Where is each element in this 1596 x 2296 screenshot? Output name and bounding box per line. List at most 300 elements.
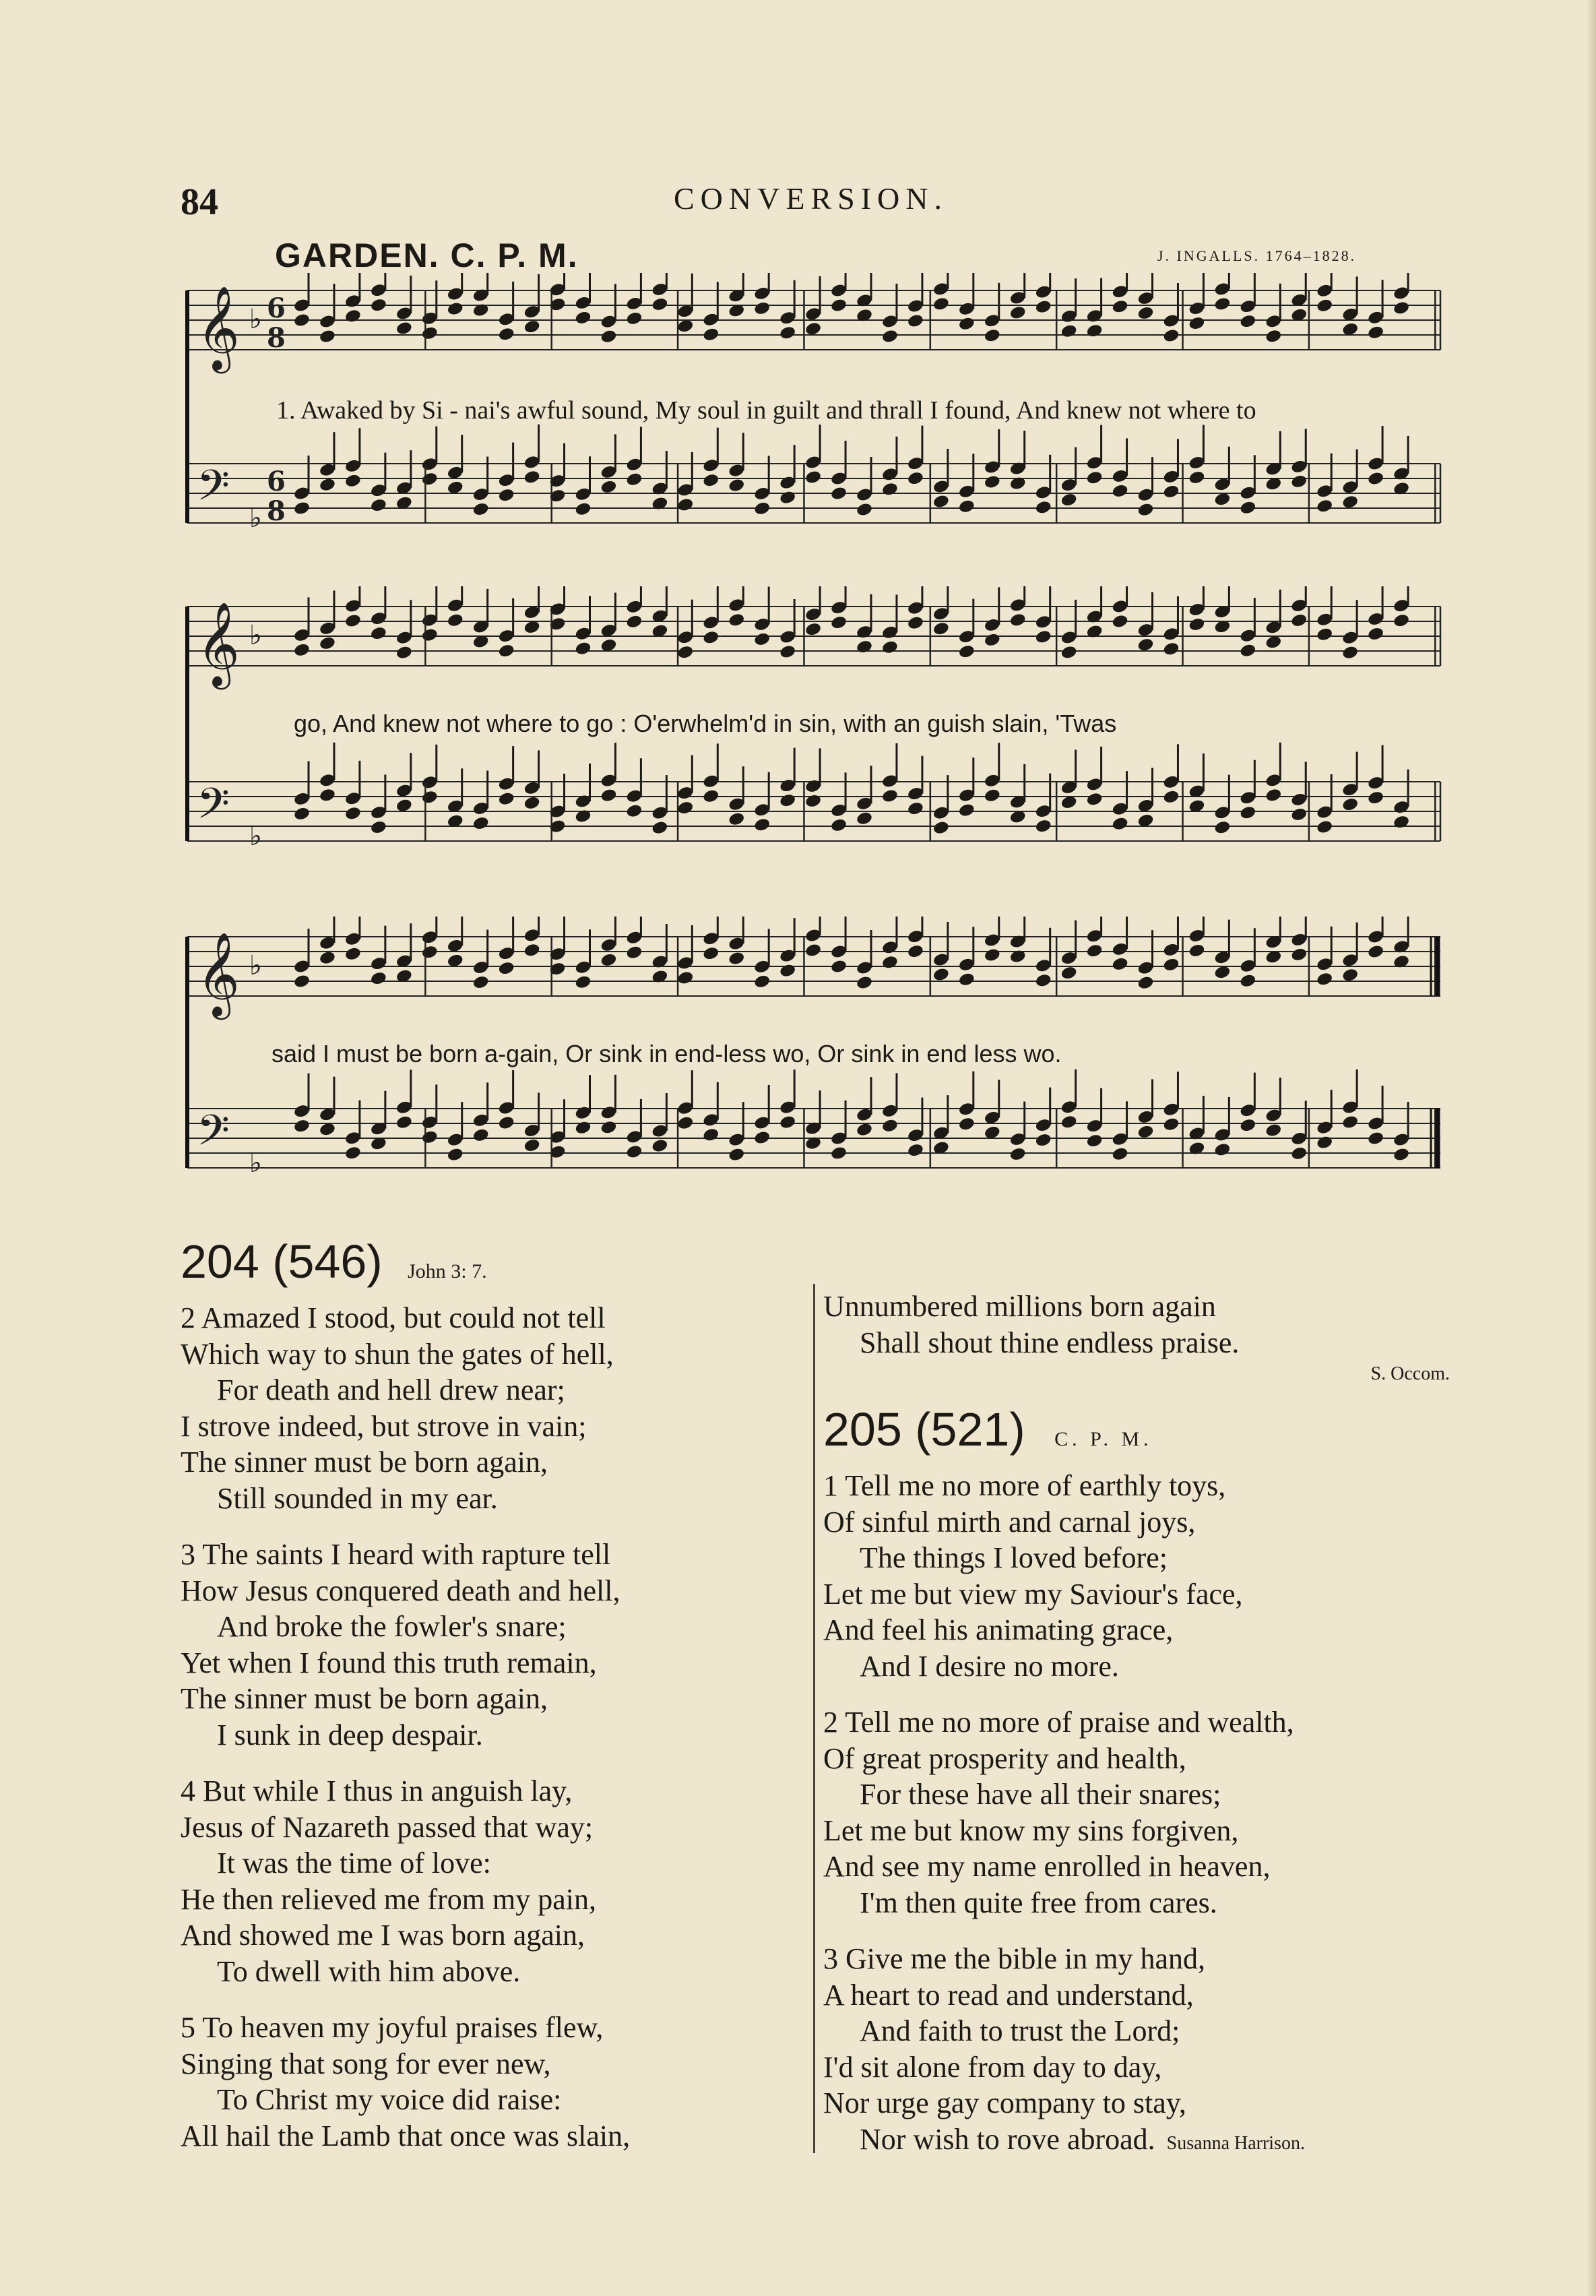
note-head [1316,298,1333,313]
note-head [753,301,771,316]
note-head [702,788,720,804]
hymn-204-number: 204 [181,1235,259,1288]
hymn-204-stanzas [181,1300,787,2154]
note-head [574,641,592,656]
note-head [804,621,822,637]
hymn-204-stanza-2 [181,1300,787,1516]
note-head [574,974,592,990]
note-head [779,490,796,505]
verse-line: All hail the Lamb that once was slain, [181,2119,631,2152]
note-head [907,801,924,816]
verse-line: 3 Give me the bible in my hand, [823,1942,1205,1975]
note-head [447,613,464,628]
note-head [421,325,439,341]
note-head [1162,1117,1180,1132]
page-number: 84 [181,181,218,223]
note-head [1111,816,1128,832]
note-head [881,329,899,344]
note-head [344,946,362,962]
note-head [881,482,899,497]
hymn-204-stanza-3 [181,1537,787,1753]
note-head [625,945,643,960]
note-head [574,310,592,325]
note-head [1290,947,1308,962]
note-head [1086,323,1104,338]
note-head [651,297,668,312]
note-head [1265,328,1282,344]
verse-line: The things I loved before; [860,1541,1168,1574]
note-head [1162,957,1180,972]
note-head [1060,1115,1078,1130]
note-head [958,499,976,514]
note-head [370,497,387,513]
flat-icon: ♭ [249,821,262,852]
note-head [1239,643,1256,658]
note-head [523,795,541,811]
verse-line-text: Nor wish to rove abroad. [860,2122,1155,2156]
note-head [421,471,439,487]
note-head [344,806,362,821]
note-head [600,1120,617,1136]
note-head [702,1127,720,1143]
note-head [344,473,362,489]
note-head [600,788,617,803]
note-head [856,811,873,826]
note-head [421,944,439,960]
lyric-line-3: said I must be born a-gain, Or sink in end-less wo, Or sink in end less wo. [272,1040,1062,1067]
note-head [830,615,848,630]
verse-line: For these have all their snares; [860,1778,1221,1811]
note-head [625,311,643,326]
lyric-line-1: 1. Awaked by Si - nai's awful sound, My soul in guilt and thrall I found, And knew not where to [276,396,1256,425]
flat-icon: ♭ [249,503,262,534]
note-head [984,328,1001,343]
note-head [984,788,1001,803]
note-head [600,952,617,968]
note-head [1239,805,1256,820]
page-edge-shadow [1587,0,1596,2296]
note-head [728,951,745,966]
note-head [421,1129,439,1145]
verse-line: He then relieved me from my pain, [181,1882,597,1916]
hymn-205-stanza-2 [823,1704,1463,1921]
note-head [1060,645,1078,660]
note-head [574,1120,592,1136]
verse-line: And see my name enrolled in heaven, [823,1850,1271,1883]
note-head [958,803,976,818]
note-head [498,487,515,503]
note-head [1393,1147,1410,1162]
note-head [856,1122,873,1138]
note-head [293,501,311,516]
verse-line: To Christ my voice did raise: [217,2083,562,2116]
note-head [1188,943,1205,958]
note-head [1111,956,1128,972]
verse-line: The sinner must be born again, [181,1446,548,1479]
note-head [1111,614,1128,629]
right-column [823,1289,1463,2181]
note-head [498,327,515,342]
note-head [1213,1142,1231,1158]
note-head [395,1115,413,1130]
note-head [881,788,899,804]
verse-line: Unnumbered millions born again [823,1290,1216,1323]
hymn-204-heading [181,1233,787,1300]
music-system-3 [181,917,1447,1186]
bass-clef-icon: 𝄢 [197,778,230,838]
bass-clef-icon: 𝄢 [197,460,230,520]
note-head [753,501,771,516]
time-signature-bottom: 8 [267,495,286,527]
music-system-2 [181,586,1447,856]
hymn-205-stanza-1 [823,1468,1463,1684]
verse-line: Shall shout thine endless praise. [860,1326,1240,1359]
composer-credit: J. INGALLS. 1764–1828. [1157,247,1357,264]
note-head [984,632,1001,648]
note-head [1162,484,1180,499]
note-head [319,477,336,493]
note-head [907,943,924,959]
note-head [344,1145,362,1160]
note-head [856,639,873,654]
note-head [319,788,336,803]
note-head [753,1130,771,1146]
note-head [753,817,771,833]
verse-line: 4 But while I thus in anguish lay, [181,1774,573,1807]
note-head [1137,1124,1154,1140]
note-head [319,950,336,966]
note-head [1086,943,1104,958]
hymn-205-heading [823,1401,1463,1468]
verse-line: For death and hell drew near; [217,1373,565,1406]
note-head [1239,1117,1256,1133]
note-head [1290,474,1308,489]
note-head [932,621,950,636]
note-head [984,948,1001,963]
tune-title: GARDEN. C. P. M. [275,237,579,274]
note-head [1290,1146,1308,1161]
note-head [1188,315,1205,331]
note-head [1009,305,1027,321]
note-head [1341,495,1359,510]
note-head [1290,807,1308,822]
note-head [830,817,848,833]
note-head [395,645,413,660]
note-head [1086,792,1104,807]
note-head [702,630,720,646]
note-head [1111,483,1128,499]
bass-clef-icon: 𝄢 [197,1105,230,1165]
note-head [779,793,796,808]
note-head [1393,301,1410,316]
note-head [1316,498,1333,514]
verse-line: I sunk in deep despair. [217,1718,483,1751]
note-head [881,955,899,970]
note-head [574,501,592,517]
verse-line: Still sounded in my ear. [217,1481,498,1515]
note-head [344,613,362,629]
note-head [728,811,745,827]
hymn-205-alt-number: (521) [915,1403,1025,1456]
note-head [293,313,311,328]
note-head [1162,642,1180,657]
note-head [447,1147,464,1162]
flat-icon: ♭ [249,950,262,981]
note-head [472,501,490,517]
note-head [293,1118,311,1134]
note-head [779,325,796,340]
note-head [958,644,976,659]
note-head [881,640,899,655]
verse-line: To dwell with him above. [217,1954,521,1988]
note-head [293,642,311,658]
note-head [1086,1133,1104,1148]
note-head [523,943,541,958]
note-head [1009,1146,1027,1162]
note-head [1188,470,1205,485]
note-head [1367,626,1384,642]
note-head [370,819,387,835]
treble-clef-icon: 𝄞 [197,286,240,370]
note-head [1316,1135,1333,1150]
note-head [856,502,873,518]
hymn-205-number: 205 [823,1403,902,1456]
lyric-line-2: go, And knew not where to go : O'erwhelm'd in sin, with an guish slain, 'Twas [294,710,1117,737]
note-head [498,791,515,807]
note-head [1367,1131,1384,1146]
note-head [395,321,413,336]
note-head [1316,819,1333,835]
note-head [932,297,950,312]
note-head [1290,613,1308,628]
note-head [1060,965,1078,981]
verse-line: A heart to read and understand, [823,1978,1194,2012]
note-head [1213,819,1231,835]
note-head [319,635,336,651]
note-head [676,970,694,986]
note-head [523,319,541,334]
note-head [293,806,311,821]
note-head [1316,627,1333,642]
note-head [1265,1123,1282,1138]
verse-line: Of great prosperity and health, [823,1741,1186,1775]
note-head [600,329,617,344]
note-head [702,472,720,488]
note-head [370,625,387,641]
note-head [753,974,771,989]
hymn-204-continuation [823,1289,1463,1388]
note-head [907,470,924,486]
verse-line: And feel his animating grace, [823,1613,1174,1646]
hymn-205-stanza-3 [823,1941,1463,2161]
note-head [932,820,950,836]
note-head [1035,500,1052,516]
note-head [1367,944,1384,960]
note-head [1035,973,1052,989]
note-head [830,1146,848,1161]
note-head [779,644,796,660]
note-head [600,479,617,495]
note-head [676,497,694,513]
note-head [907,1142,924,1158]
note-head [625,614,643,629]
note-head [1035,629,1052,645]
note-head [1009,613,1027,628]
hymn-204-stanza-5 [181,2010,787,2154]
note-head [472,815,490,831]
note-head [932,494,950,509]
note-head [779,963,796,979]
note-head [1035,299,1052,315]
hymn-204-alt-number: (546) [272,1235,383,1288]
verse-line: 3 The saints I heard with rapture tell [181,1538,611,1571]
note-head [1086,470,1104,485]
verse-line: And showed me I was born again, [181,1919,585,1952]
note-head [1265,788,1282,803]
running-head: CONVERSION. [674,181,948,216]
note-head [1341,797,1359,812]
note-head [1213,297,1231,312]
note-head [447,301,464,317]
verse-line: I'm then quite free from cares. [860,1886,1217,1919]
note-head [1137,975,1154,991]
treble-clef-icon: 𝄞 [197,932,240,1016]
note-head [728,478,745,493]
note-head [421,627,439,643]
verse-line: 2 Tell me no more of praise and wealth, [823,1706,1294,1739]
verse-line: Yet when I found this truth remain, [181,1646,597,1679]
treble-clef-icon: 𝄞 [197,602,240,686]
note-head [958,1116,976,1131]
note-head [728,613,745,628]
note-head [779,1115,796,1130]
note-head [1162,789,1180,805]
note-head [1162,328,1180,344]
hymn-204-stanza-4 [181,1773,787,1989]
verse-line: And broke the fowler's snare; [217,1610,567,1643]
verse-line: 5 To heaven my joyful praises flew, [181,2011,604,2044]
note-head [1367,790,1384,805]
note-head [1239,500,1256,516]
verse-line: I'd sit alone from day to day, [823,2050,1162,2084]
verse-line: Let me but know my sins forgiven, [823,1813,1239,1847]
note-head [958,972,976,987]
note-head [1137,637,1154,652]
note-head [472,974,490,990]
note-head [676,800,694,815]
note-head [1341,645,1359,660]
time-signature-bottom: 8 [267,322,286,354]
hymn-205-meter: C. P. M. [1054,1428,1153,1450]
note-head [958,316,976,332]
note-head [830,486,848,501]
note-head [702,945,720,961]
note-head [1367,471,1384,487]
note-head [472,1127,490,1143]
music-system-1 [181,273,1447,542]
note-head [932,967,950,983]
note-head [830,298,848,313]
note-head [830,959,848,974]
note-head [651,1138,668,1154]
note-head [1111,299,1128,314]
note-head [1137,502,1154,518]
note-head [1188,617,1205,632]
note-head [1367,325,1384,340]
note-head [523,1138,541,1153]
note-head [625,472,643,487]
note-head [651,820,668,836]
note-head [1060,492,1078,507]
note-head [625,803,643,819]
note-head [1239,313,1256,329]
note-head [984,474,1001,490]
note-head [907,615,924,631]
note-head [370,970,387,986]
note-head [804,793,822,809]
note-head [907,313,924,329]
verse-line: 2 Amazed I stood, but could not tell [181,1301,606,1334]
note-head [856,975,873,991]
note-head [319,329,336,344]
note-head [421,790,439,805]
note-head [498,643,515,658]
note-head [1393,814,1410,830]
verse-line: Let me but view my Saviour's face, [823,1577,1243,1611]
note-head [753,631,771,647]
column-divider [813,1284,815,2153]
note-head [344,309,362,324]
verse-line: Singing that song for ever new, [181,2047,551,2080]
note-head [804,943,822,958]
flat-icon: ♭ [249,304,262,335]
note-head [804,470,822,485]
hymn-205-author: Susanna Harrison. [1166,2132,1305,2154]
time-signature-top: 6 [267,466,286,497]
hymn-204-reference: John 3: 7. [408,1260,487,1282]
verse-line: Of sinful mirth and carnal joys, [823,1505,1196,1539]
note-head [804,321,822,337]
note-head [1035,1132,1052,1148]
note-head [625,1144,643,1160]
note-head [1035,818,1052,834]
time-signature-top: 6 [267,292,286,324]
note-head [523,470,541,485]
note-head [1060,323,1078,339]
note-head [676,1115,694,1131]
verse-line: I strove indeed, but strove in vain; [181,1409,587,1443]
note-head [881,1118,899,1134]
verse-line: The sinner must be born again, [181,1682,548,1715]
hymn-204 [181,1233,787,2174]
verse-line: Which way to shun the gates of hell, [181,1337,614,1371]
verse-line: How Jesus conquered death and hell, [181,1574,620,1607]
flat-icon: ♭ [249,620,262,651]
note-head [676,644,694,660]
verse-line: 1 Tell me no more of earthly toys, [823,1469,1226,1502]
note-head [702,327,720,342]
note-head [1341,968,1359,983]
note-head [1137,305,1154,321]
note-head [498,960,515,976]
note-head [1111,1146,1128,1162]
note-head [728,1147,745,1162]
note-head [1341,1115,1359,1130]
note-head [498,1115,515,1131]
note-head [1239,973,1256,989]
verse-line: Nor urge gay company to stay, [823,2086,1186,2119]
note-head [1316,971,1333,987]
